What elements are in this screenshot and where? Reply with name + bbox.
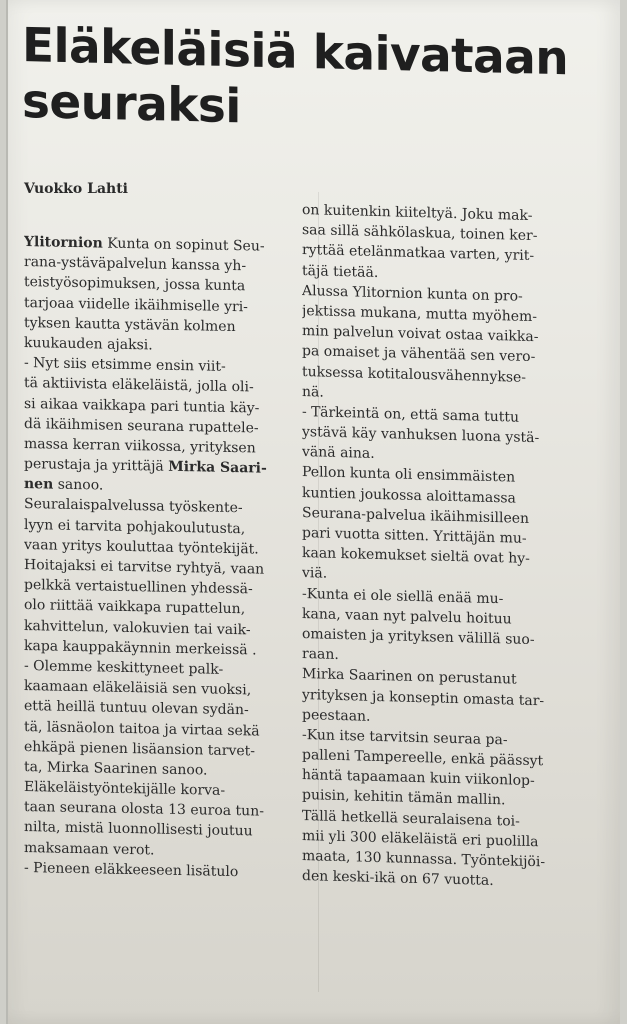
line-text: Tällä hetkellä seuralaisena toi-	[302, 807, 520, 830]
line-text: kana, vaan nyt palvelu hoituu	[302, 605, 512, 628]
article-byline: Vuokko Lahti	[24, 181, 128, 197]
line-text: yrityksen ja konseptin omasta tar-	[302, 686, 545, 709]
headline-line-1: Eläkeläisiä kaivataan	[22, 18, 569, 87]
line-text: mii yli 300 eläkeläistä eri puolilla	[302, 827, 539, 851]
line-text: palleni Tampereelle, enkä päässyt	[302, 747, 544, 770]
line-text: teistyösopimuksen, jossa kunta	[24, 274, 246, 295]
line-text: perustaja ja yrittäjä	[24, 456, 169, 475]
line-text: viä.	[302, 565, 328, 583]
line-text: Eläkeläistyöntekijälle korva-	[24, 779, 226, 799]
line-text: tyksen kautta ystävän kolmen	[24, 314, 236, 335]
line-text: min palvelun voivat ostaa vaikka-	[302, 323, 539, 346]
line-text: Alussa Ylitornion kunta on pro-	[302, 282, 523, 305]
line-text: nä.	[302, 383, 324, 401]
line-text: ta, Mirka Saarinen sanoo.	[24, 758, 208, 779]
line-text: kaan kokemukset sieltä ovat hy-	[302, 545, 530, 568]
line-text: jektissa mukana, mutta myöhem-	[302, 302, 538, 326]
line-text: -Kunta ei ole siellä enää mu-	[302, 585, 504, 607]
line-text: raan.	[302, 646, 339, 664]
line-text: kaamaan eläkeläisiä sen vuoksi,	[24, 678, 252, 699]
line-text: ehkäpä pienen lisäansion tarvet-	[24, 738, 256, 760]
line-text: ystävä käy vanhuksen luona ystä-	[302, 424, 540, 447]
line-text: sanoo.	[53, 476, 104, 494]
line-text: taan seurana olosta 13 euroa tun-	[24, 799, 264, 820]
line-text: kuntien joukossa aloittamassa	[302, 484, 516, 507]
line-text: -Kun itse tarvitsin seuraa pa-	[302, 726, 508, 749]
line-text: että heillä tuntuu olevan sydän-	[24, 698, 249, 719]
article-column-right	[302, 200, 627, 895]
line-text: - Olemme keskittyneet palk-	[24, 657, 224, 678]
line-text: saa sillä sähkölaskua, toinen ker-	[302, 222, 538, 245]
line-text: olo riittää vaikkapa rupattelun,	[24, 597, 246, 618]
article-headline	[22, 18, 612, 144]
line-text: vänä aina.	[302, 444, 375, 463]
line-text: puisin, kehitin tämän mallin.	[302, 787, 506, 809]
line-text: Seuralaispalvelussa työskente-	[24, 496, 243, 517]
text-line	[24, 858, 314, 884]
line-text: pari vuotta sitten. Yrittäjän mu-	[302, 525, 527, 547]
line-text: peestaan.	[302, 706, 371, 725]
line-text: kahvittelun, valokuvien tai vaik-	[24, 617, 251, 638]
line-text: massa kerran viikossa, yrityksen	[24, 435, 256, 457]
line-text: pelkkä vertaistuellinen yhdessä-	[24, 577, 253, 598]
line-text: Hoitajaksi ei tarvitse ryhtyä, vaan	[24, 557, 265, 578]
line-text: pa omaiset ja vähentää sen vero-	[302, 343, 536, 366]
line-text: - Tärkeintä on, että sama tuttu	[302, 403, 520, 426]
line-text: on kuitenkin kiiteltyä. Joku mak-	[302, 202, 533, 225]
line-text: ryttää etelänmatkaa varten, yrit-	[302, 242, 535, 265]
line-text: lyyn ei tarvita pohjakoulutusta,	[24, 516, 246, 537]
bold-name: nen	[24, 476, 54, 493]
line-text: den keski-ikä on 67 vuotta.	[302, 868, 494, 890]
line-text: Mirka Saarinen on perustanut	[302, 666, 517, 688]
line-text: Pellon kunta oli ensimmäisten	[302, 464, 516, 487]
lead-word: Ylitornion	[24, 234, 103, 252]
line-text: dä ikäihmisen seurana rupattele-	[24, 415, 259, 437]
line-text: omaisten ja yrityksen välillä suo-	[302, 625, 535, 649]
line-text: vaan yritys kouluttaa työntekijät.	[24, 536, 259, 558]
headline-line-2: seuraksi	[22, 74, 241, 135]
bold-name: Mirka Saari-	[168, 458, 267, 477]
line-text: maata, 130 kunnassa. Työntekijöi-	[302, 848, 546, 871]
line-text: kuukauden ajaksi.	[24, 334, 153, 354]
line-text: tä, läsnäolon taitoa ja virtaa sekä	[24, 718, 260, 740]
line-text: kapa kauppakäynnin merkeissä .	[24, 637, 257, 659]
article-column-left	[24, 232, 314, 884]
line-text: si aikaa vaikkapa pari tuntia käy-	[24, 395, 260, 417]
line-text: Kunta on sopinut Seu-	[102, 235, 265, 255]
line-text: tuksessa kotitalousvähennykse-	[302, 363, 527, 386]
line-text: häntä tapaamaan kuin viikonlop-	[302, 767, 535, 790]
line-text: - Pieneen eläkkeeseen lisätulo	[24, 859, 239, 880]
line-text: täjä tietää.	[302, 262, 379, 281]
line-text: rana-ystäväpalvelun kanssa yh-	[24, 254, 247, 275]
line-text: maksamaan verot.	[24, 839, 155, 859]
line-text: - Nyt siis etsimme ensin viit-	[24, 355, 226, 375]
line-text: tä aktiivista eläkeläistä, jolla oli-	[24, 375, 254, 396]
line-text: nilta, mistä luonnollisesti joutuu	[24, 819, 253, 840]
newspaper-page	[6, 0, 620, 1024]
line-text: Seurana-palvelua ikäihmisilleen	[302, 504, 530, 527]
line-text: tarjoaa viidelle ikäihmiselle yri-	[24, 294, 248, 315]
